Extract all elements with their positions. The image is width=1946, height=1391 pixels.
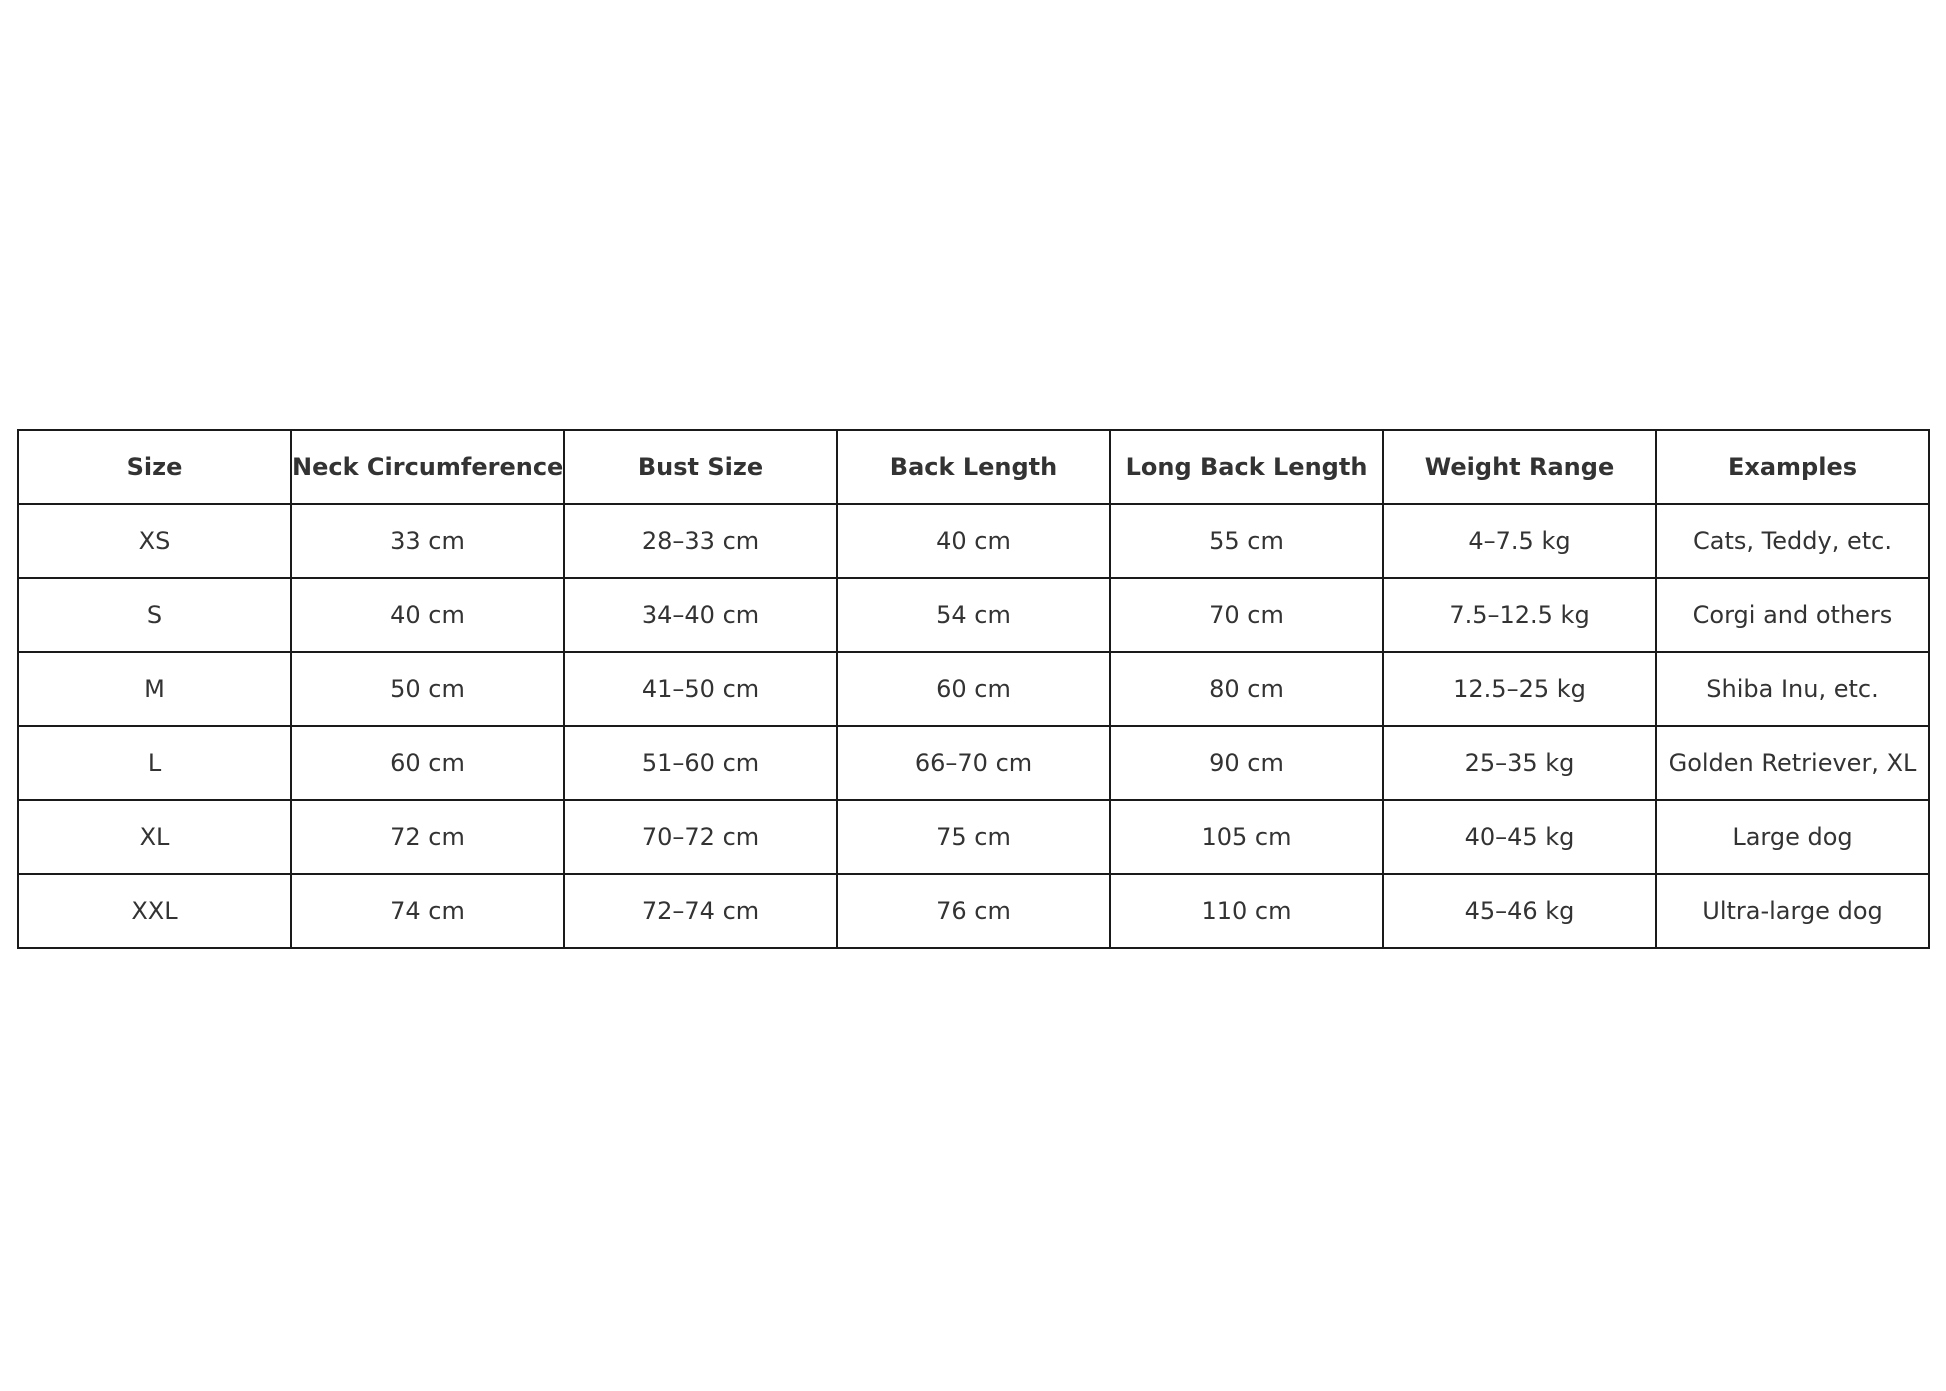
table-row <box>18 800 1929 874</box>
header-cell-weight-range: Weight Range <box>1383 430 1656 504</box>
cell-weight: 40–45 kg <box>1383 800 1656 874</box>
cell-weight: 7.5–12.5 kg <box>1383 578 1656 652</box>
header-cell-neck-circumference: Neck Circumference <box>291 430 564 504</box>
table-row <box>18 578 1929 652</box>
cell-neck: 72 cm <box>291 800 564 874</box>
cell-weight: 4–7.5 kg <box>1383 504 1656 578</box>
cell-neck: 33 cm <box>291 504 564 578</box>
table-row <box>18 504 1929 578</box>
cell-bust: 28–33 cm <box>564 504 837 578</box>
cell-examples: Ultra-large dog <box>1656 874 1929 948</box>
cell-back: 54 cm <box>837 578 1110 652</box>
header-cell-back-length: Back Length <box>837 430 1110 504</box>
table-body <box>18 504 1929 948</box>
header-cell-long-back-length: Long Back Length <box>1110 430 1383 504</box>
cell-size: S <box>18 578 291 652</box>
cell-neck: 40 cm <box>291 578 564 652</box>
cell-size: XS <box>18 504 291 578</box>
table-row <box>18 652 1929 726</box>
table-header <box>18 430 1929 504</box>
cell-bust: 34–40 cm <box>564 578 837 652</box>
size-chart-table <box>17 429 1930 949</box>
cell-long-back: 55 cm <box>1110 504 1383 578</box>
cell-back: 76 cm <box>837 874 1110 948</box>
header-cell-examples: Examples <box>1656 430 1929 504</box>
cell-bust: 41–50 cm <box>564 652 837 726</box>
cell-weight: 12.5–25 kg <box>1383 652 1656 726</box>
cell-long-back: 70 cm <box>1110 578 1383 652</box>
cell-back: 60 cm <box>837 652 1110 726</box>
cell-size: M <box>18 652 291 726</box>
cell-examples: Corgi and others <box>1656 578 1929 652</box>
cell-weight: 45–46 kg <box>1383 874 1656 948</box>
cell-long-back: 105 cm <box>1110 800 1383 874</box>
cell-back: 40 cm <box>837 504 1110 578</box>
cell-long-back: 80 cm <box>1110 652 1383 726</box>
table-row <box>18 726 1929 800</box>
cell-neck: 74 cm <box>291 874 564 948</box>
cell-examples: Cats, Teddy, etc. <box>1656 504 1929 578</box>
cell-size: XL <box>18 800 291 874</box>
cell-size: L <box>18 726 291 800</box>
cell-bust: 70–72 cm <box>564 800 837 874</box>
cell-examples: Golden Retriever, XL <box>1656 726 1929 800</box>
header-row <box>18 430 1929 504</box>
cell-back: 66–70 cm <box>837 726 1110 800</box>
header-cell-bust-size: Bust Size <box>564 430 837 504</box>
cell-back: 75 cm <box>837 800 1110 874</box>
cell-neck: 60 cm <box>291 726 564 800</box>
cell-long-back: 110 cm <box>1110 874 1383 948</box>
cell-bust: 51–60 cm <box>564 726 837 800</box>
cell-examples: Large dog <box>1656 800 1929 874</box>
cell-long-back: 90 cm <box>1110 726 1383 800</box>
cell-weight: 25–35 kg <box>1383 726 1656 800</box>
cell-bust: 72–74 cm <box>564 874 837 948</box>
header-cell-size: Size <box>18 430 291 504</box>
cell-examples: Shiba Inu, etc. <box>1656 652 1929 726</box>
cell-size: XXL <box>18 874 291 948</box>
table-row <box>18 874 1929 948</box>
cell-neck: 50 cm <box>291 652 564 726</box>
